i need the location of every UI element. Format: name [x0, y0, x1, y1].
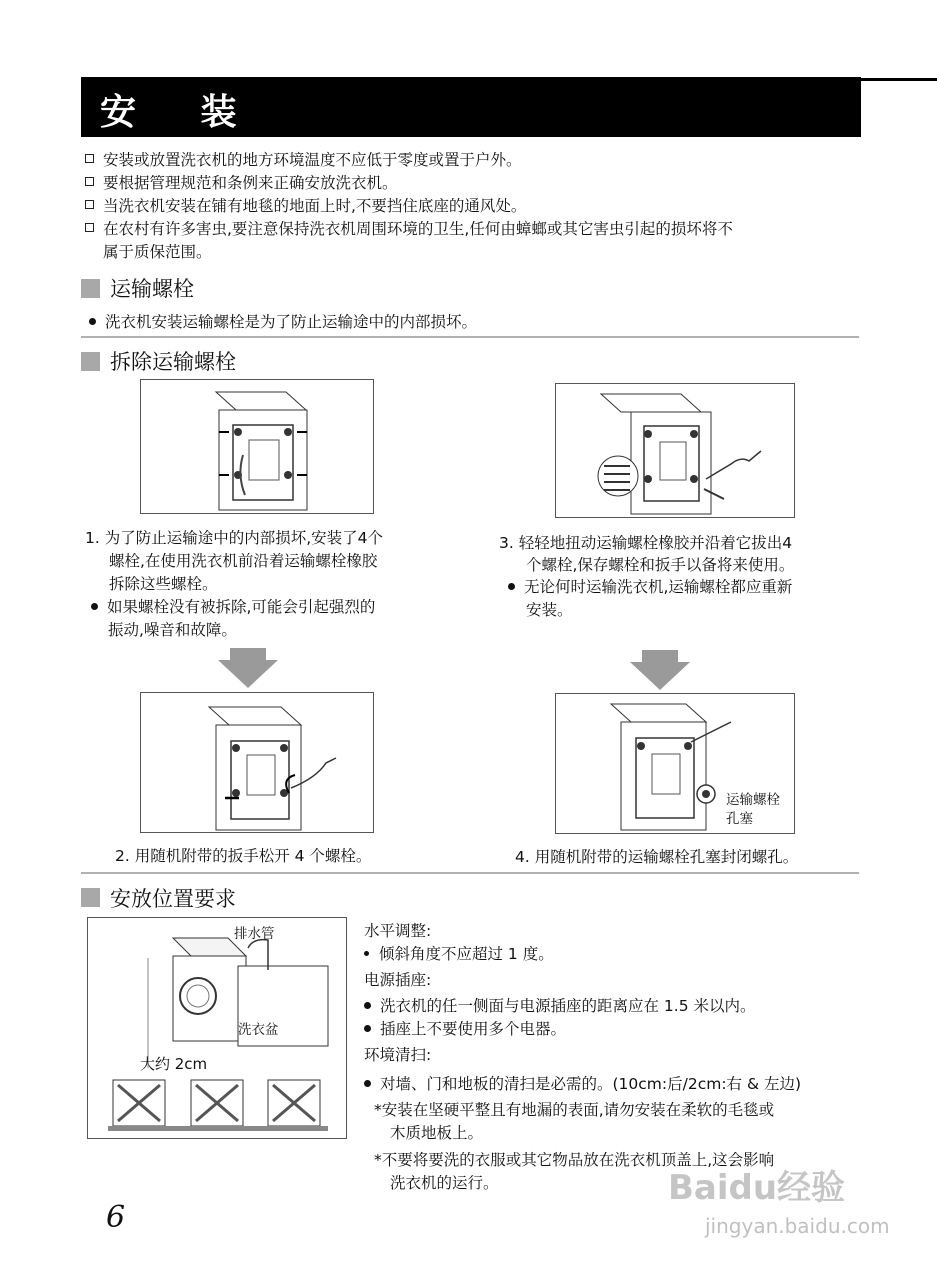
section-marker — [81, 352, 100, 371]
note-line: *安装在坚硬平整且有地漏的表面,请勿安装在柔软的毛毯或 — [374, 1101, 775, 1119]
square-bullet-icon — [85, 223, 94, 232]
square-bullet-icon — [85, 177, 94, 186]
step4-caption: 4. 用随机附带的运输螺栓孔塞封闭螺孔。 — [515, 848, 799, 866]
intro-item: 安装或放置洗衣机的地方环境温度不应低于零度或置于户外。 — [85, 150, 522, 170]
bullet-icon — [364, 1080, 371, 1087]
transport-bolts-bullet: 洗衣机安装运输螺栓是为了防止运输途中的内部损坏。 — [89, 312, 477, 332]
gap-label: 大约 2cm — [140, 1055, 208, 1073]
step1-note-continued: 振动,噪音和故障。 — [108, 621, 237, 639]
section-title-location: 安放位置要求 — [110, 887, 236, 911]
intro-item: 在农村有许多害虫,要注意保持洗衣机周围环境的卫生,任何由蟑螂或其它害虫引起的损坏将不 — [85, 219, 733, 239]
drain-pipe-label: 排水管 — [234, 926, 275, 942]
header-rule — [861, 78, 937, 81]
intro-item: 要根据管理规范和条例来正确安放洗衣机。 — [85, 173, 398, 193]
down-arrow-icon — [630, 650, 690, 690]
bullet-icon — [364, 1025, 371, 1032]
bullet-icon — [89, 318, 96, 325]
figure-step1-washer-back — [140, 379, 374, 514]
level-title: 水平调整: — [364, 922, 432, 940]
washer-back-illustration — [141, 380, 373, 513]
down-arrow-icon — [218, 648, 278, 688]
socket-item: 插座上不要使用多个电器。 — [364, 1019, 566, 1039]
section-title-remove-bolts: 拆除运输螺栓 — [110, 350, 236, 374]
step1-line: 1. 为了防止运输途中的内部损坏,安装了4个 — [85, 529, 384, 547]
basin-label: 洗衣盆 — [238, 1022, 279, 1038]
note-line: 洗衣机的运行。 — [390, 1174, 499, 1192]
watermark-url: jingyan.baidu.com — [705, 1214, 890, 1238]
section-title-transport-bolts: 运输螺栓 — [110, 277, 194, 301]
square-bullet-icon — [85, 200, 94, 209]
washer-plug-illustration — [556, 694, 794, 833]
step3-note: 无论何时运输洗衣机,运输螺栓都应重新 — [508, 577, 792, 597]
step1-line: 拆除这些螺栓。 — [109, 575, 218, 593]
intro-item: 当洗衣机安装在铺有地毯的地面上时,不要挡住底座的通风处。 — [85, 196, 526, 216]
washer-bolts-illustration — [556, 384, 794, 517]
step2-caption: 2. 用随机附带的扳手松开 4 个螺栓。 — [115, 847, 372, 865]
step1-note: 如果螺栓没有被拆除,可能会引起强烈的 — [91, 597, 375, 617]
note-line: *不要将要洗的衣服或其它物品放在洗衣机顶盖上,这会影响 — [374, 1151, 775, 1169]
section-divider — [81, 336, 859, 338]
figure-step3-pull-bolts — [555, 383, 795, 518]
plug-label: 运输螺栓 — [726, 792, 780, 808]
section-marker — [81, 888, 100, 907]
step3-note-continued: 安装。 — [526, 601, 573, 619]
figure-step2-wrench — [140, 692, 374, 833]
intro-item-continued: 属于质保范围。 — [103, 243, 212, 261]
section-marker — [81, 279, 100, 298]
bullet-icon — [508, 583, 515, 590]
socket-item: 洗衣机的任一侧面与电源插座的距离应在 1.5 米以内。 — [364, 996, 756, 1016]
step3-line: 3. 轻轻地扭动运输螺栓橡胶并沿着它拔出4 — [499, 534, 793, 552]
plug-label: 孔塞 — [726, 811, 753, 827]
figure-step4-plug — [555, 693, 795, 834]
bullet-icon — [91, 603, 98, 610]
level-item: 倾斜角度不应超过 1 度。 — [364, 944, 554, 964]
bullet-icon — [364, 951, 369, 956]
bullet-icon — [364, 1002, 371, 1009]
page-number: 6 — [106, 1200, 126, 1235]
watermark-brand: Baidu经验 — [668, 1168, 846, 1208]
clean-item: 对墙、门和地板的清扫是必需的。(10cm:后/2cm:右 & 左边) — [364, 1074, 801, 1094]
socket-title: 电源插座: — [364, 971, 432, 989]
washer-wrench-illustration — [141, 693, 373, 832]
washer-placement-illustration — [88, 918, 346, 1138]
square-bullet-icon — [85, 154, 94, 163]
page-title: 安 装 — [100, 92, 263, 133]
note-line: 木质地板上。 — [390, 1124, 484, 1142]
step1-line: 螺栓,在使用洗衣机前沿着运输螺栓橡胶 — [109, 552, 378, 570]
figure-location — [87, 917, 347, 1139]
section-divider — [81, 872, 859, 874]
clean-title: 环境清扫: — [364, 1046, 432, 1064]
step3-line: 个螺栓,保存螺栓和扳手以备将来使用。 — [526, 556, 795, 574]
